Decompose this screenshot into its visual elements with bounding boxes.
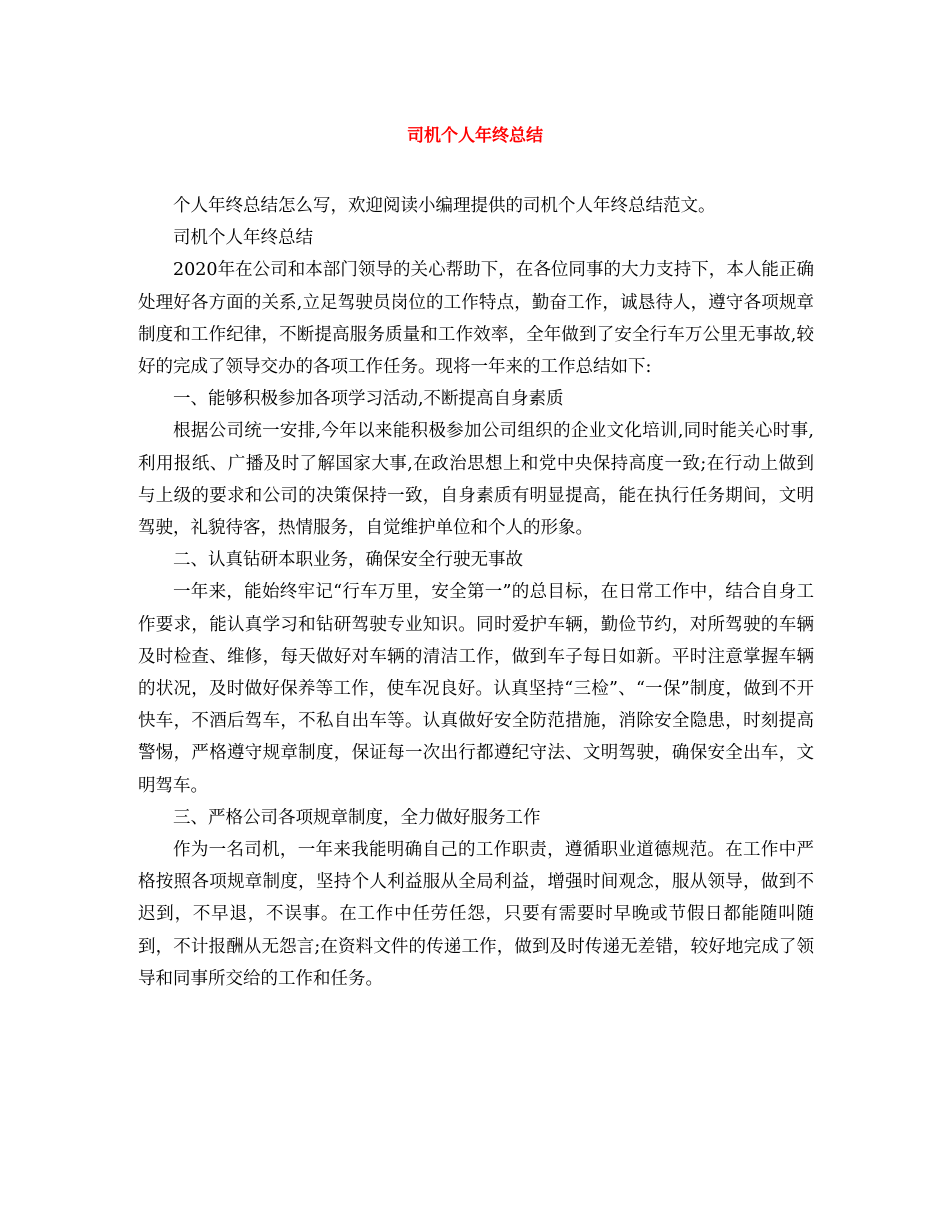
section-3-paragraph: 作为一名司机，一年来我能明确自己的工作职责，遵循职业道德规范。在工作中严格按照各项规章制度，坚持个人利益服从全局利益，增强时间观念，服从领导，做到不迟到，不早退，不误事。在工作中任劳任怨，只要有需要时早晚或节假日都能随叫随到，不计报酬从无怨言;在资料文件的传递工作，做到及时传递无差错，较好地完成了领导和同事所交给的工作和任务。: [138, 840, 814, 989]
section-heading-1: 一、能够积极参加各项学习活动,不断提高自身素质: [173, 389, 564, 410]
document-title: 司机个人年终总结: [407, 126, 543, 146]
subtitle-paragraph: 司机个人年终总结: [173, 228, 313, 249]
section-heading-2: 二、认真钻研本职业务，确保安全行驶无事故: [173, 550, 523, 571]
intro-paragraph: 个人年终总结怎么写，欢迎阅读小编理提供的司机个人年终总结范文。: [173, 196, 716, 216]
opening-paragraph: 2020年在公司和本部门领导的关心帮助下，在各位同事的大力支持下，本人能正确处理好各方面的关系,立足驾驶员岗位的工作特点，勤奋工作，诚恳待人，遵守各项规章制度和工作纪律，不断提高服务质量和工作效率，全年做到了安全行车万公里无事故,较好的完成了领导交办的各项工作任务。现将一年来的工作总结如下:: [138, 260, 814, 378]
section-2-paragraph: 一年来，能始终牢记“行车万里，安全第一”的总目标，在日常工作中，结合自身工作要求，能认真学习和钻研驾驶专业知识。同时爱护车辆，勤俭节约，对所驾驶的车辆及时检查、维修，每天做好对车辆的清洁工作，做到车子每日如新。平时注意掌握车辆的状况，及时做好保养等工作，使车况良好。认真坚持“三检”、“一保”制度，做到不开快车，不酒后驾车，不私自出车等。认真做好安全防范措施，消除安全隐患，时刻提高警惕，严格遵守规章制度，保证每一次出行都遵纪守法、文明驾驶，确保安全出车，文明驾车。: [138, 582, 814, 796]
section-1-paragraph: 根据公司统一安排,今年以来能积极参加公司组织的企业文化培训,同时能关心时事,利用报纸、广播及时了解国家大事,在政治思想上和党中央保持高度一致;在行动上做到与上级的要求和公司的决策保持一致，自身素质有明显提高，能在执行任务期间，文明驾驶，礼貌待客，热情服务，自觉维护单位和个人的形象。: [138, 421, 814, 539]
document-body: [138, 190, 814, 995]
section-heading-3: 三、严格公司各项规章制度，全力做好服务工作: [173, 807, 541, 828]
